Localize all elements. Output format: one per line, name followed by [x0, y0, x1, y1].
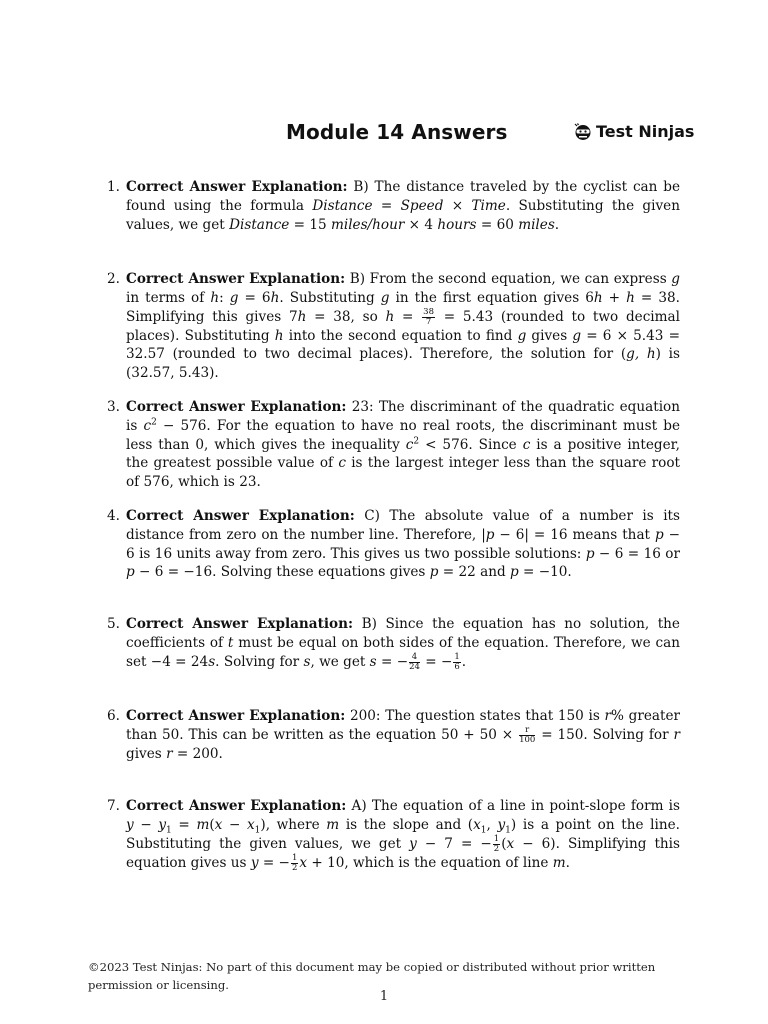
math-variable: x	[473, 816, 481, 833]
math-variable: p	[485, 526, 495, 543]
math-variable: x	[299, 854, 308, 871]
math-variable: h	[626, 289, 635, 306]
math-variable: s	[369, 653, 377, 670]
answer-text: Correct Answer Explanation: 23: The discriminant of the quadratic equation is $c^2 - 576$. For the equation to have no real roots, the discriminant must be less than 0, which gives the inequality $c^2 < 576$. Since c is a positive integer, the greatest possible value of c is the largest integer less than the square root of 576, which is 23.	[126, 399, 680, 491]
math-subscript: 1	[505, 825, 511, 836]
page-header	[0, 118, 768, 154]
answer-number: 7.	[107, 798, 120, 814]
fraction-denominator: 24	[409, 661, 420, 672]
math-variable: y	[126, 816, 134, 833]
math-variable: g	[572, 327, 582, 344]
math-variable: Speed	[400, 197, 444, 214]
math-variable: miles/hour	[330, 216, 405, 233]
math-variable: hours	[437, 216, 477, 233]
page-number: 1	[379, 989, 389, 1004]
math-variable: p	[429, 564, 439, 581]
math-subscript: 1	[254, 825, 261, 836]
math-fraction	[453, 653, 460, 672]
math-variable: y	[158, 816, 167, 833]
answer-lead: Correct Answer Explanation:	[126, 708, 346, 724]
math-variable: r	[673, 726, 681, 743]
math-fraction	[519, 726, 535, 745]
fraction-denominator: 2	[493, 843, 500, 854]
math-variable: y	[250, 854, 259, 871]
ninja-icon	[574, 123, 592, 141]
math-variable: x	[214, 816, 223, 833]
math-variable: p	[126, 564, 135, 581]
answer-number: 3.	[107, 399, 120, 415]
math-variable: p	[509, 564, 519, 581]
answer-lead: Correct Answer Explanation:	[126, 271, 346, 287]
math-fraction	[422, 308, 435, 327]
math-variable: r	[604, 708, 612, 724]
math-fraction	[291, 854, 298, 873]
math-variable: x	[506, 835, 515, 852]
answer-lead: Correct Answer Explanation:	[126, 399, 347, 415]
math-subscript: 1	[480, 825, 487, 836]
math-variable: Distance	[229, 216, 290, 233]
answer-lead: Correct Answer Explanation:	[126, 179, 348, 195]
math-variable: s	[208, 653, 216, 670]
math-variable: miles	[518, 216, 555, 233]
brand-name: Test Ninjas	[596, 122, 695, 141]
answer-text: Correct Answer Explanation: A) The equation of a line in point-slope form is $y - y_1 = m(x - x_1)$, where m is the slope and ($x_1$, $y_1$) is a point on the line. Substituting the given values, we get y − 7 = − $\frac{1}{2}$ (x − 6). Simplifying this equation gives us y = − $\frac{1}{2}$ x + 10, which is the equation of line m.	[126, 798, 680, 873]
math-variable: h	[385, 308, 395, 325]
math-variable: g	[517, 327, 527, 344]
fraction-numerator: 1	[454, 651, 460, 662]
math-variable: h	[593, 289, 603, 306]
math-variable: h	[270, 289, 280, 306]
math-variable: x	[247, 816, 255, 833]
answer-number: 2.	[107, 271, 120, 287]
answer-number: 5.	[107, 616, 120, 632]
page-title: Module 14 Answers	[286, 120, 508, 144]
fraction-denominator: 100	[519, 734, 536, 745]
math-superscript: 2	[413, 436, 420, 447]
brand-logo	[574, 122, 694, 141]
fraction-numerator: 1	[493, 833, 500, 844]
fraction-denominator: 6	[454, 661, 460, 672]
answer-text: Correct Answer Explanation: B) From the second equation, we can express g in terms of h: g = 6h. Substituting g in the first equation gives 6h + h = 38. Simplifying this gives 7h = 38, so h = $\frac{38}{7}$ = 5.43 (rounded to two decimal places). Substituting h into the second equation to find g gives g = 6 × 5.43 = 32.57 (rounded to two decimal places). Therefore, the solution for (g, h) is (32.57, 5.43).	[126, 271, 680, 382]
math-variable: m	[552, 854, 566, 871]
answer-text: Correct Answer Explanation: B) The distance traveled by the cyclist can be found using the formula Distance = Speed × Time. Substituting the given values, we get Distance = 15 miles/hour × 4 hours = 60 miles.	[126, 179, 680, 233]
math-variable: y	[497, 816, 506, 833]
math-variable: t	[227, 634, 234, 651]
math-variable: g	[229, 289, 239, 306]
fraction-numerator: 38	[423, 306, 434, 317]
fraction-numerator: 1	[291, 852, 298, 863]
fraction-denominator: 7	[425, 316, 432, 327]
fraction-numerator: 4	[409, 653, 420, 663]
copyright-notice: ©2023 Test Ninjas: No part of this document may be copied or distributed without prior written permission or licensing.	[88, 960, 656, 992]
math-variable: c	[338, 455, 346, 472]
math-variable: g, h	[626, 346, 656, 363]
math-variable: c	[143, 417, 152, 434]
math-variable: m	[326, 816, 340, 833]
math-superscript: 2	[151, 417, 157, 428]
math-fraction	[409, 653, 420, 672]
answer-lead: Correct Answer Explanation:	[126, 798, 347, 814]
math-variable: c	[405, 436, 414, 453]
math-variable: y	[409, 835, 417, 852]
math-variable: Distance	[312, 197, 373, 214]
answer-number: 1.	[107, 179, 120, 195]
math-variable: m	[196, 816, 210, 833]
math-variable: Time	[471, 197, 506, 214]
answer-number: 4.	[107, 508, 120, 524]
answer-number: 6.	[107, 708, 120, 724]
answer-text: Correct Answer Explanation: C) The absolute value of a number is its distance from zero on the number line. Therefore, |p − 6| = 16 means that p − 6 is 16 units away from zero. This gives us two possible solutions: p − 6 = 16 or p − 6 = −16. Solving these equations gives p = 22 and p = −10.	[126, 508, 680, 581]
math-variable: p	[654, 526, 664, 543]
answer-text: Correct Answer Explanation: B) Since the equation has no solution, the coefficients of t must be equal on both sides of the equation. Therefore, we can set −4 = 24s. Solving for s, we get s = − $\frac{4}{24}$ = − $\frac{1}{6}$ .	[126, 616, 680, 672]
math-variable: h	[210, 289, 220, 306]
math-variable: p	[585, 545, 595, 562]
math-variable: h	[274, 327, 284, 344]
math-variable: r	[166, 745, 173, 762]
math-variable: h	[297, 308, 307, 325]
math-variable: g	[671, 271, 680, 287]
answer-lead: Correct Answer Explanation:	[126, 508, 355, 524]
answer-text: Correct Answer Explanation: 200: The question states that 150 is r% greater than 50. This can be written as the equation 50 + 50 × $\frac{r}{100}$ = 150. Solving for r gives r = 200.	[126, 708, 681, 762]
math-variable: c	[522, 436, 531, 453]
fraction-denominator: 2	[291, 862, 298, 873]
answer-lead: Correct Answer Explanation:	[126, 616, 354, 632]
fraction-numerator: r	[519, 726, 535, 736]
math-subscript: 1	[166, 825, 172, 836]
math-fraction	[493, 835, 500, 854]
math-variable: g	[380, 289, 390, 306]
math-variable: s	[303, 653, 311, 670]
